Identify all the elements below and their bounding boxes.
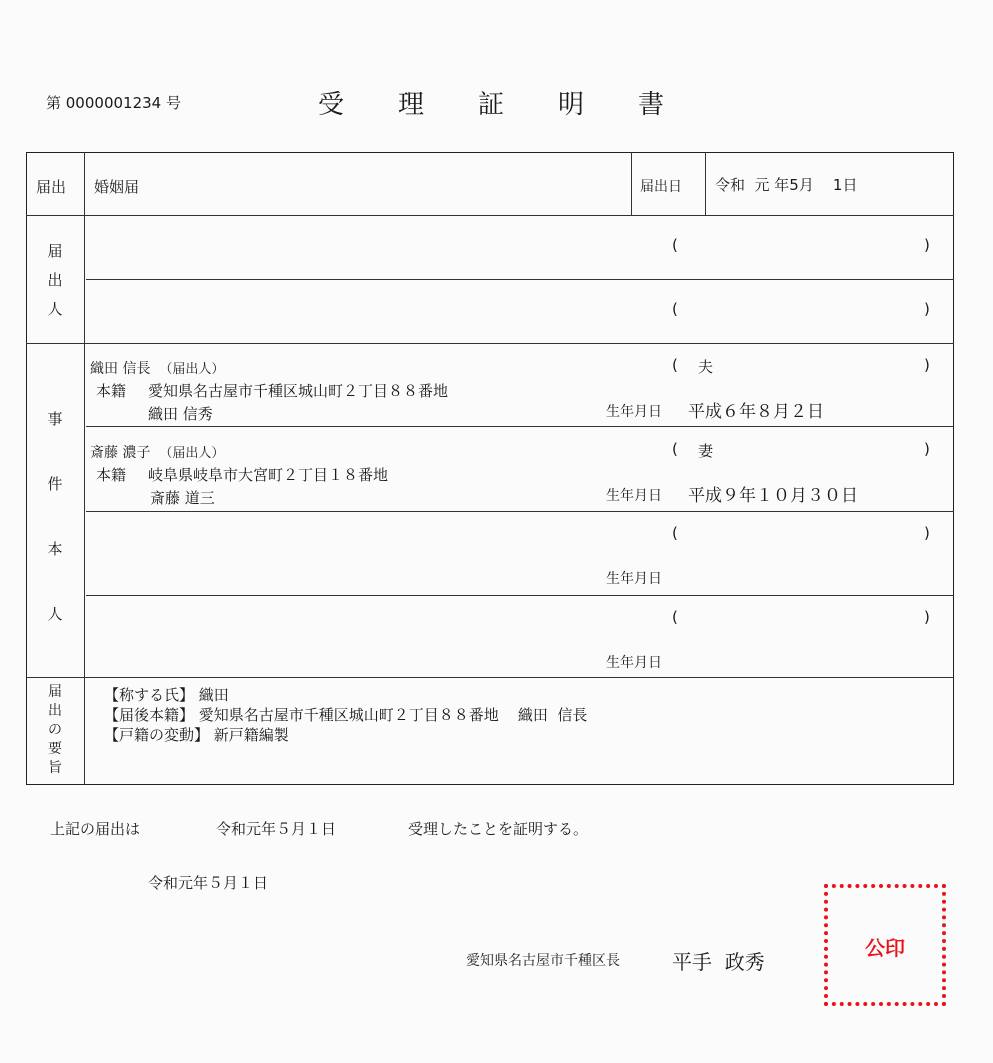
subject-paren-open: ( [672, 608, 678, 626]
subject-note: （届出人） [159, 446, 225, 461]
subject-note: （届出人） [159, 362, 225, 377]
rule [86, 595, 954, 596]
label-char: 出 [47, 271, 63, 289]
summary-line: 【称する氏】 織田 [104, 686, 229, 704]
subject-paren-close: ) [924, 524, 930, 542]
label-char: 出 [48, 703, 62, 719]
seal-text: 公印 [865, 936, 905, 960]
label-char: 要 [48, 741, 62, 757]
subject-honseki: 愛知県名古屋市千種区城山町２丁目８８番地 [148, 382, 449, 400]
label-char: 本 [47, 540, 63, 558]
label-char: 届 [47, 242, 63, 260]
label-char: 届 [48, 684, 62, 700]
summary-line: 【届後本籍】 愛知県名古屋市千種区城山町２丁目８８番地 織田 信長 [104, 706, 588, 724]
subject-paren-open: ( [672, 524, 678, 542]
office-name: 愛知県名古屋市千種区長 [466, 953, 620, 969]
birth-label: 生年月日 [606, 655, 662, 671]
subject-relation: 夫 [698, 358, 714, 376]
notification-label: 届出 [36, 178, 67, 196]
label-char: 事 [47, 410, 63, 428]
summary-label [40, 683, 70, 778]
notifier-paren-close: ) [924, 236, 930, 254]
notification-type: 婚姻届 [94, 178, 140, 196]
subject-paren-open: ( [672, 356, 678, 374]
subject-paren-close: ) [924, 440, 930, 458]
rule [86, 426, 954, 427]
notifier-paren-close: ) [924, 300, 930, 318]
subject-honseki-label: 本籍 [96, 382, 127, 400]
subject-name-text: 斎藤 濃子 [90, 445, 151, 461]
notification-date: 令和 元 年5月 1日 [715, 176, 858, 194]
label-char: 人 [47, 605, 63, 623]
title-char: 受 [318, 90, 345, 120]
label-char: 件 [47, 475, 63, 493]
subject-name-text: 織田 信長 [90, 361, 151, 377]
subject-birth: 平成６年８月２日 [688, 402, 824, 422]
notification-date-label: 届出日 [640, 179, 682, 195]
rule [86, 511, 954, 512]
title-char: 理 [398, 90, 425, 120]
subject-paren-open: ( [672, 440, 678, 458]
subject-name [90, 442, 224, 462]
subject-honseki-label: 本籍 [96, 466, 127, 484]
label-char: 旨 [48, 760, 62, 776]
rule [26, 677, 954, 678]
subject-head: 織田 信秀 [148, 405, 213, 423]
title-char: 明 [558, 90, 585, 120]
issue-date: 令和元年５月１日 [148, 874, 269, 892]
birth-label: 生年月日 [606, 571, 662, 587]
birth-label: 生年月日 [606, 488, 662, 504]
official-name: 平手 政秀 [672, 950, 765, 974]
rule [631, 152, 632, 215]
subject-honseki: 岐阜県岐阜市大宮町２丁目１８番地 [148, 466, 389, 484]
subject-name [90, 358, 224, 378]
rule [705, 152, 706, 215]
subject-paren-close: ) [924, 608, 930, 626]
rule [26, 343, 954, 344]
subject-birth: 平成９年１０月３０日 [688, 486, 858, 506]
subjects-label [40, 408, 70, 624]
certificate-number: 第 0000001234 号 [46, 94, 181, 112]
certification-date: 令和元年５月１日 [216, 820, 337, 838]
document-title [318, 84, 718, 121]
rule [86, 279, 954, 280]
rule [84, 152, 85, 785]
rule [26, 215, 954, 216]
subject-paren-close: ) [924, 356, 930, 374]
certification-text-2: 受理したことを証明する。 [408, 820, 589, 838]
notifier-paren-open: ( [672, 300, 678, 318]
summary-line: 【戸籍の変動】 新戸籍編製 [104, 726, 289, 744]
notifier-label [40, 240, 70, 319]
title-char: 書 [638, 90, 665, 120]
label-char: 人 [47, 300, 63, 318]
subject-head: 斎藤 道三 [150, 489, 215, 507]
notifier-paren-open: ( [672, 236, 678, 254]
label-char: の [48, 722, 62, 738]
title-char: 証 [478, 90, 505, 120]
subject-relation: 妻 [698, 442, 714, 460]
birth-label: 生年月日 [606, 404, 662, 420]
official-seal [824, 884, 946, 1006]
certification-text-1: 上記の届出は [50, 820, 141, 838]
